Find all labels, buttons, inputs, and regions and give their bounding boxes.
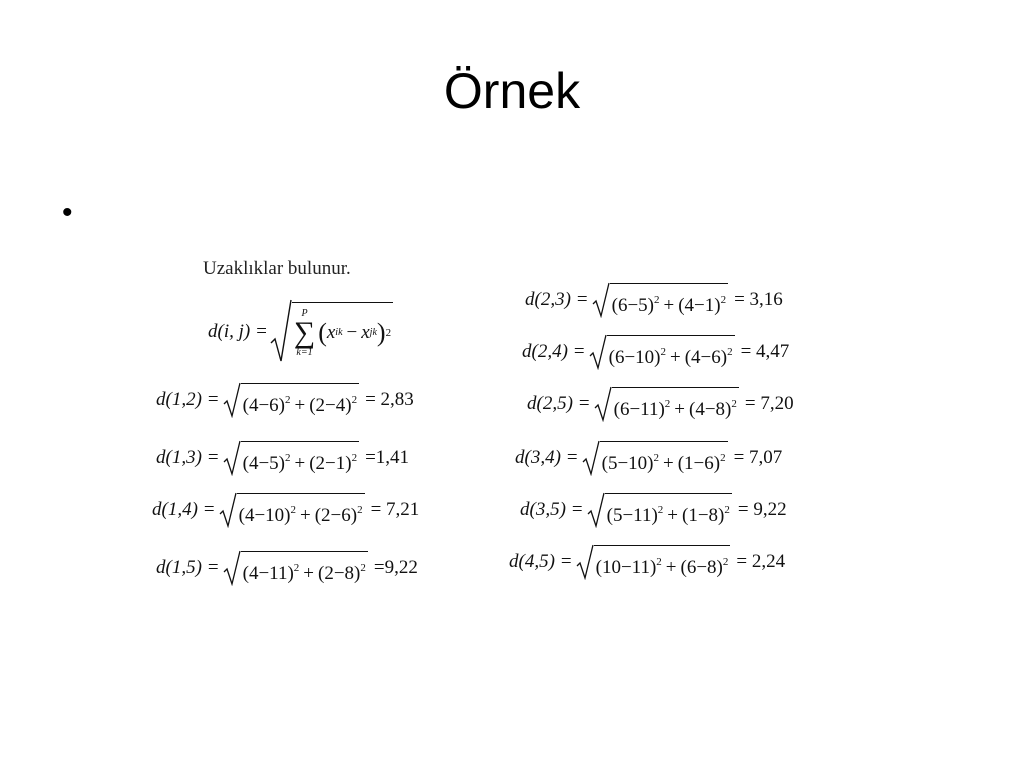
equation-lhs: d(1,5) bbox=[156, 557, 202, 578]
second-term: (4−8) bbox=[689, 398, 732, 420]
equation-radical bbox=[576, 544, 731, 580]
second-term-power: 2 bbox=[720, 293, 727, 306]
equation-radical bbox=[223, 382, 359, 418]
sum-lower-limit: k=1 bbox=[296, 347, 313, 358]
distance-equation bbox=[515, 438, 782, 478]
plus-sign: + bbox=[674, 398, 686, 420]
distance-equation bbox=[527, 384, 794, 424]
equation-radicand bbox=[600, 441, 728, 477]
equation-result: =1,41 bbox=[365, 447, 410, 468]
formula-minus: − bbox=[346, 322, 358, 343]
first-term: (6−11) bbox=[613, 398, 665, 420]
distance-equation bbox=[156, 548, 418, 588]
equation-lhs: d(3,4) bbox=[515, 447, 561, 468]
equation-radical bbox=[594, 386, 739, 422]
second-term: (2−1) bbox=[309, 452, 352, 474]
equation-result: = 2,24 bbox=[736, 551, 786, 572]
equation-result: = 9,22 bbox=[737, 499, 787, 520]
second-term-power: 2 bbox=[351, 393, 358, 406]
second-term: (6−8) bbox=[680, 556, 723, 578]
equals-sign: = bbox=[571, 499, 583, 520]
distance-equation bbox=[522, 332, 789, 372]
second-term-power: 2 bbox=[351, 451, 358, 464]
distance-equation bbox=[509, 542, 785, 582]
distance-equation bbox=[156, 438, 409, 478]
square-root-icon bbox=[587, 492, 605, 528]
second-term: (4−1) bbox=[678, 294, 721, 316]
first-term: (10−11) bbox=[595, 556, 657, 578]
first-term: (6−10) bbox=[608, 346, 661, 368]
equation-lhs: d(4,5) bbox=[509, 551, 555, 572]
second-term: (2−4) bbox=[309, 394, 352, 416]
plus-sign: + bbox=[294, 452, 306, 474]
first-term-power: 2 bbox=[290, 503, 296, 516]
first-term-power: 2 bbox=[660, 345, 666, 358]
second-term: (2−6) bbox=[314, 504, 358, 526]
square-root-icon bbox=[582, 440, 600, 476]
equation-radicand bbox=[594, 545, 731, 581]
equals-sign: = bbox=[560, 551, 572, 572]
plus-sign: + bbox=[663, 452, 674, 474]
equation-result: = 2,83 bbox=[365, 389, 414, 410]
formula-radicand: P ∑ k=1 ( x ik − x jk ) 2 bbox=[292, 302, 393, 363]
equation-radicand bbox=[605, 493, 732, 529]
slide-title: Örnek bbox=[443, 63, 581, 119]
square-root-icon bbox=[589, 334, 607, 370]
plus-sign: + bbox=[665, 556, 677, 578]
distance-equation bbox=[520, 490, 787, 530]
second-term-power: 2 bbox=[357, 503, 363, 516]
first-term: (4−6) bbox=[242, 394, 285, 416]
second-term-power: 2 bbox=[727, 345, 733, 358]
equation-lhs: d(1,3) bbox=[156, 447, 202, 468]
general-distance-formula bbox=[208, 296, 393, 368]
first-term-power: 2 bbox=[653, 451, 659, 464]
first-term-power: 2 bbox=[293, 561, 300, 574]
summation bbox=[294, 308, 315, 358]
equation-lhs: d(1,4) bbox=[152, 499, 198, 520]
second-term: (4−6) bbox=[684, 346, 728, 368]
first-term-power: 2 bbox=[654, 293, 660, 306]
second-term: (1−6) bbox=[677, 452, 721, 474]
first-term-power: 2 bbox=[656, 555, 662, 568]
equals-sign: = bbox=[203, 499, 215, 520]
equation-radicand bbox=[607, 335, 735, 371]
equation-result: =9,22 bbox=[373, 557, 418, 578]
formula-power: 2 bbox=[385, 327, 392, 339]
distance-equation bbox=[152, 490, 419, 530]
square-root-icon bbox=[223, 382, 241, 418]
distance-equation bbox=[156, 380, 414, 420]
term-b-subscript: jk bbox=[369, 327, 377, 338]
equation-radicand bbox=[241, 551, 368, 587]
bullet-marker: • bbox=[62, 196, 73, 229]
equation-radical bbox=[223, 550, 368, 586]
equals-sign: = bbox=[207, 557, 219, 578]
equation-radical bbox=[223, 440, 359, 476]
square-root-icon bbox=[223, 550, 241, 586]
plus-sign: + bbox=[300, 504, 311, 526]
square-root-icon bbox=[592, 282, 610, 318]
equation-lhs: d(2,3) bbox=[525, 289, 571, 310]
equation-lhs: d(2,5) bbox=[527, 393, 573, 414]
equation-radical bbox=[587, 492, 732, 528]
term-a: x bbox=[326, 322, 336, 343]
equation-lhs: d(2,4) bbox=[522, 341, 568, 362]
equation-radicand bbox=[237, 493, 365, 529]
equation-result: = 7,20 bbox=[744, 393, 794, 414]
plus-sign: + bbox=[663, 294, 675, 316]
equation-lhs: d(3,5) bbox=[520, 499, 566, 520]
equals-sign: = bbox=[207, 389, 219, 410]
equation-radical bbox=[592, 282, 728, 318]
formula-lhs: d(i, j) = bbox=[208, 321, 268, 342]
equation-result: = 3,16 bbox=[734, 289, 783, 310]
equals-sign: = bbox=[576, 289, 588, 310]
plus-sign: + bbox=[303, 562, 315, 584]
equation-result: = 7,07 bbox=[733, 447, 783, 468]
distances-heading: Uzaklıklar bulunur. bbox=[203, 258, 351, 279]
distance-equation bbox=[525, 280, 783, 320]
square-root-icon bbox=[270, 299, 292, 365]
second-term-power: 2 bbox=[724, 503, 730, 516]
equals-sign: = bbox=[578, 393, 590, 414]
equation-radicand bbox=[610, 283, 728, 319]
equation-result: = 4,47 bbox=[740, 341, 790, 362]
term-b: x bbox=[361, 322, 370, 343]
square-root-icon bbox=[576, 544, 594, 580]
first-term-power: 2 bbox=[285, 451, 291, 464]
equals-sign: = bbox=[566, 447, 578, 468]
plus-sign: + bbox=[294, 394, 306, 416]
term-a-subscript: ik bbox=[335, 327, 343, 338]
second-term-power: 2 bbox=[722, 555, 729, 568]
square-root-icon bbox=[223, 440, 241, 476]
square-root-icon bbox=[219, 492, 237, 528]
first-term: (4−11) bbox=[242, 562, 294, 584]
second-term-power: 2 bbox=[731, 397, 737, 410]
first-term-power: 2 bbox=[657, 503, 664, 516]
equation-result: = 7,21 bbox=[370, 499, 420, 520]
second-term-power: 2 bbox=[720, 451, 726, 464]
equation-lhs: d(1,2) bbox=[156, 389, 202, 410]
second-term: (2−8) bbox=[318, 562, 361, 584]
equation-radicand bbox=[241, 383, 359, 419]
first-term: (6−5) bbox=[611, 294, 654, 316]
sigma-icon: ∑ bbox=[293, 316, 316, 349]
first-term-power: 2 bbox=[285, 393, 291, 406]
first-term: (5−11) bbox=[606, 504, 658, 526]
equals-sign: = bbox=[573, 341, 585, 362]
first-term: (4−5) bbox=[242, 452, 285, 474]
first-term: (4−10) bbox=[238, 504, 291, 526]
second-term: (1−8) bbox=[682, 504, 725, 526]
equation-radical bbox=[589, 334, 735, 370]
equation-radicand bbox=[241, 441, 359, 477]
first-term: (5−10) bbox=[601, 452, 654, 474]
plus-sign: + bbox=[670, 346, 681, 368]
second-term-power: 2 bbox=[360, 561, 366, 574]
equation-radical bbox=[219, 492, 365, 528]
first-term-power: 2 bbox=[664, 397, 671, 410]
equation-radicand bbox=[612, 387, 739, 423]
sum-upper-limit: P bbox=[301, 308, 308, 319]
equals-sign: = bbox=[207, 447, 219, 468]
plus-sign: + bbox=[667, 504, 679, 526]
formula-radical bbox=[270, 299, 393, 365]
square-root-icon bbox=[594, 386, 612, 422]
equation-radical bbox=[582, 440, 728, 476]
